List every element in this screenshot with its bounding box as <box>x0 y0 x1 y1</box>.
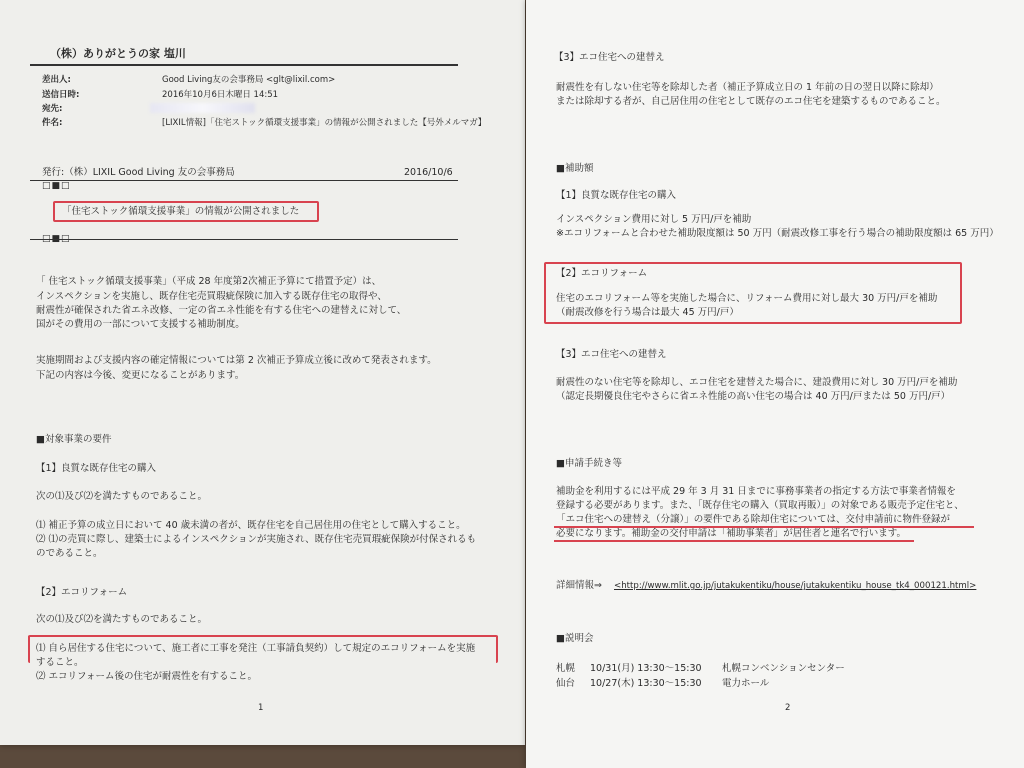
date-label: 送信日時: <box>42 90 80 100</box>
highlight-underline <box>554 526 974 528</box>
sec1-item: ⑵ ⑴の売買に際し、建築士によるインスペクションが実施され、既存住宅売買瑕疵保険が付保されるも <box>36 534 477 545</box>
redacted-recipient <box>150 103 255 113</box>
publish-date: 2016/10/6 <box>404 167 453 178</box>
sec3-title: 【3】エコ住宅への建替え <box>554 52 665 63</box>
apply-text: 補助金を利用するには平成 29 年 3 月 31 日までに事務事業者の指定する方法で事業者情報を <box>556 486 956 497</box>
page-number: 2 <box>785 703 791 713</box>
document-page-1 <box>0 0 525 745</box>
intro-line: 耐震性が確保された省エネ改修、一定の省エネ性能を有する住宅への建替えに対して、 <box>36 305 407 316</box>
requirements-heading: ■対象事業の要件 <box>36 434 112 445</box>
seminar-venue: 電力ホール <box>722 678 770 689</box>
apply-heading: ■申請手続き等 <box>556 458 622 469</box>
sub2-text: （耐震改修を行う場合は最大 45 万円/戸） <box>556 307 739 318</box>
sub1-text: ※エコリフォームと合わせた補助限度額は 50 万円（耐震改修工事を行う場合の補助限度額は 65 万円） <box>556 228 999 239</box>
marks-top: □■□ <box>42 181 71 191</box>
sub3-text: （認定長期優良住宅やさらに省エネ性能の高い住宅の場合は 40 万円/戸または 50 万円/戸） <box>556 391 951 402</box>
notice-line: 下記の内容は今後、変更になることがあります。 <box>36 370 245 381</box>
apply-text: 登録する必要があります。また、「既存住宅の購入（買取再販）」の対象である販売予定住宅と、 <box>556 500 964 511</box>
page-number: 1 <box>258 703 264 713</box>
document-page-2 <box>526 0 1024 768</box>
intro-line: 国がその費用の一部について支援する補助制度。 <box>36 319 245 330</box>
seminar-date: 10/27(木) 13:30～15:30 <box>590 678 702 689</box>
highlight-box <box>28 635 498 663</box>
sub1-title: 【1】良質な既存住宅の購入 <box>556 190 677 201</box>
sec2-item1: すること。 <box>36 657 84 668</box>
sub3-title: 【3】エコ住宅への建替え <box>556 349 667 360</box>
intro-line: 「 住宅ストック循環支援事業」（平成 28 年度第2次補正予算にて措置予定）は、 <box>36 276 382 287</box>
sec1-item: ⑴ 補正予算の成立日において 40 歳未満の者が、既存住宅を自己居住用の住宅として購入すること。 <box>36 520 466 531</box>
highlight-box <box>53 201 319 222</box>
sub3-text: 耐震性のない住宅等を除却し、エコ住宅を建替えた場合に、建設費用に対し 30 万円/戸を補助 <box>556 377 958 388</box>
subsidy-heading: ■補助額 <box>556 163 594 174</box>
notice-line: 実施期間および支援内容の確定情報については第 2 次補正予算成立後に改めて発表されます。 <box>36 355 437 366</box>
from-value: Good Living友の会事務局 <glt@lixil.com> <box>162 75 336 85</box>
sec1-item: のであること。 <box>36 548 103 559</box>
announcement-text: 「住宅ストック循環支援事業」の情報が公開されました <box>62 206 300 217</box>
sec2-item2: ⑵ エコリフォーム後の住宅が耐震性を有すること。 <box>36 671 258 682</box>
date-value: 2016年10月6日木曜日 14:51 <box>162 90 279 100</box>
sub2-text: 住宅のエコリフォーム等を実施した場合に、リフォーム費用に対し最大 30 万円/戸を補助 <box>556 293 938 304</box>
header-divider <box>30 64 458 66</box>
sec3-text: または除却する者が、自己居住用の住宅として既存のエコ住宅を建築するものであること。 <box>556 96 946 107</box>
seminar-venue: 札幌コンベンションセンター <box>722 663 845 674</box>
divider <box>30 239 458 240</box>
sec1-title: 【1】良質な既存住宅の購入 <box>36 463 157 474</box>
detail-label: 詳細情報⇒ <box>556 580 602 591</box>
sub1-text: インスペクション費用に対し 5 万円/戸を補助 <box>556 214 752 225</box>
sub2-title: 【2】エコリフォーム <box>556 268 648 279</box>
seminar-heading: ■説明会 <box>556 633 594 644</box>
subject-label: 件名: <box>42 118 63 128</box>
subject-value: [LIXIL情報]「住宅ストック循環支援事業」の情報が公開されました【号外メルマガ】 <box>162 118 487 128</box>
sec2-title: 【2】エコリフォーム <box>36 587 128 598</box>
sec2-item1: ⑴ 自ら居住する住宅について、施工者に工事を発注（工事請負契約）して規定のエコリフォームを実施 <box>36 643 476 654</box>
sec1-lead: 次の⑴及び⑵を満たすものであること。 <box>36 491 208 502</box>
apply-text: 必要になります。補助金の交付申請は「補助事業者」が居住者と連名で行います。 <box>556 528 906 539</box>
sec2-lead: 次の⑴及び⑵を満たすものであること。 <box>36 614 208 625</box>
apply-text: 「エコ住宅への建替え（分譲）」の要件である除却住宅については、交付申請前に物件登録が <box>556 514 951 525</box>
seminar-city: 仙台 <box>556 678 576 689</box>
to-label: 宛先: <box>42 104 63 114</box>
company-header: （株）ありがとうの家 塩川 <box>50 47 186 60</box>
publisher: 発行:（株）LIXIL Good Living 友の会事務局 <box>42 167 235 178</box>
seminar-city: 札幌 <box>556 663 576 674</box>
from-label: 差出人: <box>42 75 71 85</box>
highlight-underline <box>554 540 914 542</box>
seminar-date: 10/31(月) 13:30～15:30 <box>590 663 702 674</box>
intro-line: インスペクションを実施し、既存住宅売買瑕疵保険に加入する既存住宅の取得や、 <box>36 291 387 302</box>
marks-bottom: □■□ <box>42 234 71 244</box>
sec3-text: 耐震性を有しない住宅等を除却した者（補正予算成立日の 1 年前の日の翌日以降に除却） <box>556 82 939 93</box>
divider <box>30 180 458 181</box>
detail-link[interactable]: <http://www.mlit.go.jp/jutakukentiku/house/jutakukentiku_house_tk4_000121.html> <box>614 581 977 591</box>
